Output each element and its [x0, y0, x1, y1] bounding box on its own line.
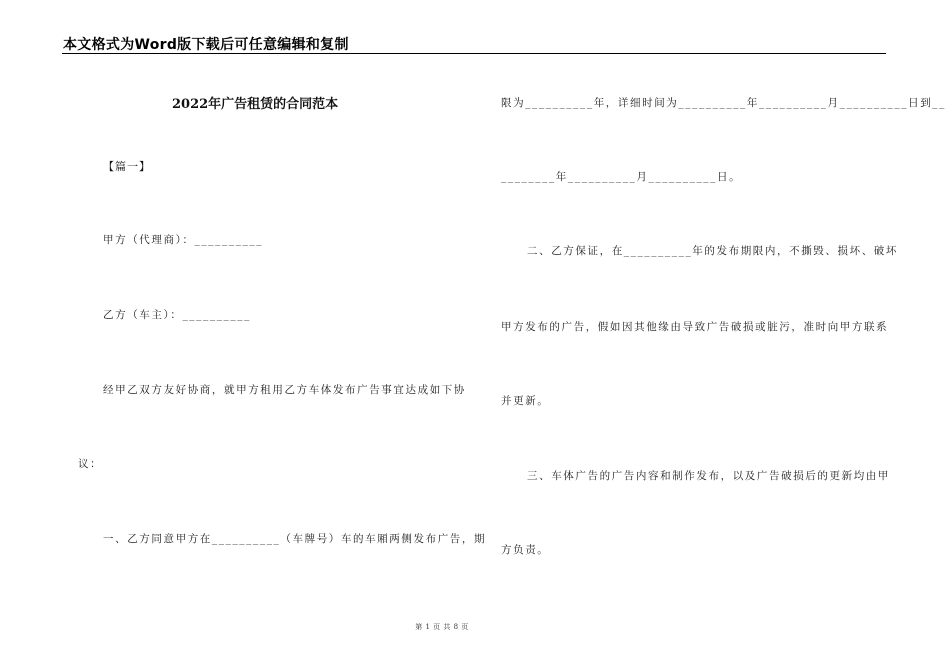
- page-number: 第 1 页 共 8 页: [415, 623, 469, 631]
- section-label: 【篇一】: [103, 160, 151, 173]
- intro-line-1: 经甲乙双方友好协商，就甲方租用乙方车体发布广告事宜达成如下协: [103, 384, 466, 396]
- header-divider: [62, 53, 886, 54]
- clause-1-line-2: 限为__________年，详细时间为__________年__________月__________日到__: [501, 97, 946, 109]
- intro-line-2: 议：: [78, 458, 103, 470]
- party-a-line: 甲方（代理商）：__________: [103, 234, 264, 246]
- clause-1-line-3: ________年__________月__________日。: [501, 171, 742, 183]
- document-title: 2022年广告租赁的合同范本: [172, 97, 339, 112]
- clause-3-line-1: 三、车体广告的广告内容和制作发布，以及广告破损后的更新均由甲: [527, 470, 890, 482]
- clause-2-line-3: 并更新。: [501, 395, 550, 407]
- clause-2-line-2: 甲方发布的广告，假如因其他缘由导致广告破损或脏污，准时向甲方联系: [501, 321, 889, 333]
- clause-1-line-1: 一、乙方同意甲方在__________（车牌号）车的车厢两侧发布广告，期: [103, 533, 487, 545]
- clause-2-line-1: 二、乙方保证，在__________年的发布期限内，不撕毁、损坏、破坏: [527, 245, 898, 257]
- document-header: 本文格式为Word版下载后可任意编辑和复制: [63, 37, 349, 53]
- party-b-line: 乙方（车主）：__________: [103, 309, 251, 321]
- clause-3-line-2: 方负责。: [501, 544, 550, 556]
